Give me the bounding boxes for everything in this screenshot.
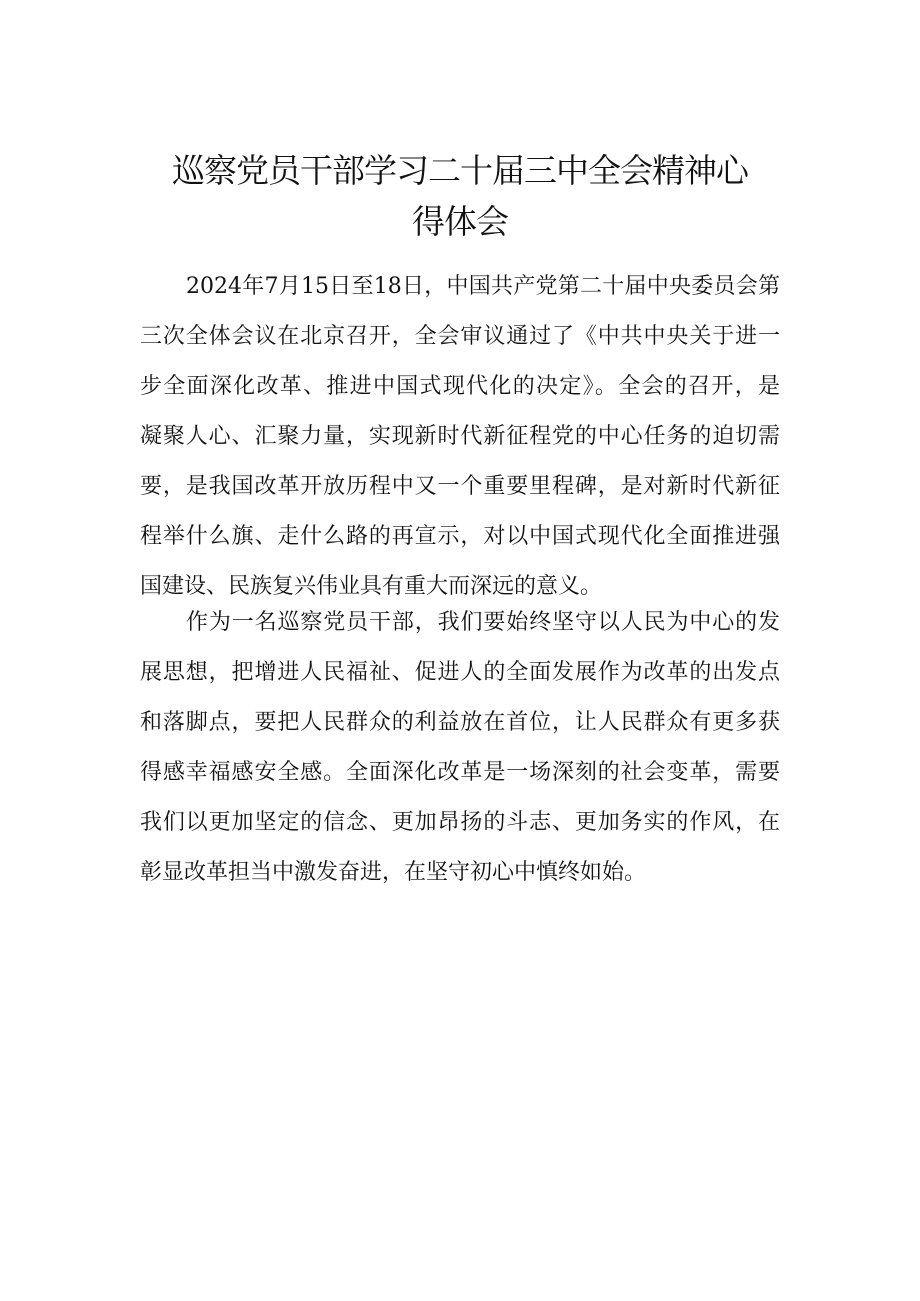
document-title-line-1: 巡察党员干部学习二十届三中全会精神心 — [172, 151, 748, 190]
paragraph-line: 凝聚人心、汇聚力量，实现新时代新征程党的中心任务的迫切需 — [140, 424, 780, 449]
paragraph-line: 我们以更加坚定的信念、更加昂扬的斗志、更加务实的作风，在 — [140, 810, 780, 835]
paragraph-2 — [140, 598, 780, 898]
document-title-line-2: 得体会 — [412, 202, 508, 241]
paragraph-line: 2024年7月15日至18日，中国共产党第二十届中央委员会第 — [186, 274, 780, 299]
paragraph-line: 和落脚点，要把人民群众的利益放在首位，让人民群众有更多获 — [140, 710, 780, 735]
paragraph-line: 要，是我国改革开放历程中又一个重要里程碑，是对新时代新征 — [140, 474, 780, 499]
paragraph-1 — [140, 262, 780, 612]
paragraph-line: 彰显改革担当中激发奋进，在坚守初心中慎终如始。 — [140, 860, 647, 885]
paragraph-line: 得感幸福感安全感。全面深化改革是一场深刻的社会变革，需要 — [140, 760, 780, 785]
paragraph-line: 三次全体会议在北京召开，全会审议通过了《中共中央关于进一 — [140, 324, 780, 349]
paragraph-line: 作为一名巡察党员干部，我们要始终坚守以人民为中心的发 — [186, 610, 780, 635]
paragraph-line: 步全面深化改革、推进中国式现代化的决定》。全会的召开，是 — [140, 374, 780, 399]
paragraph-line: 程举什么旗、走什么路的再宣示，对以中国式现代化全面推进强 — [140, 524, 780, 549]
paragraph-line: 国建设、民族复兴伟业具有重大而深远的意义。 — [140, 574, 603, 599]
paragraph-line: 展思想，把增进人民福祉、促进人的全面发展作为改革的出发点 — [140, 660, 780, 685]
